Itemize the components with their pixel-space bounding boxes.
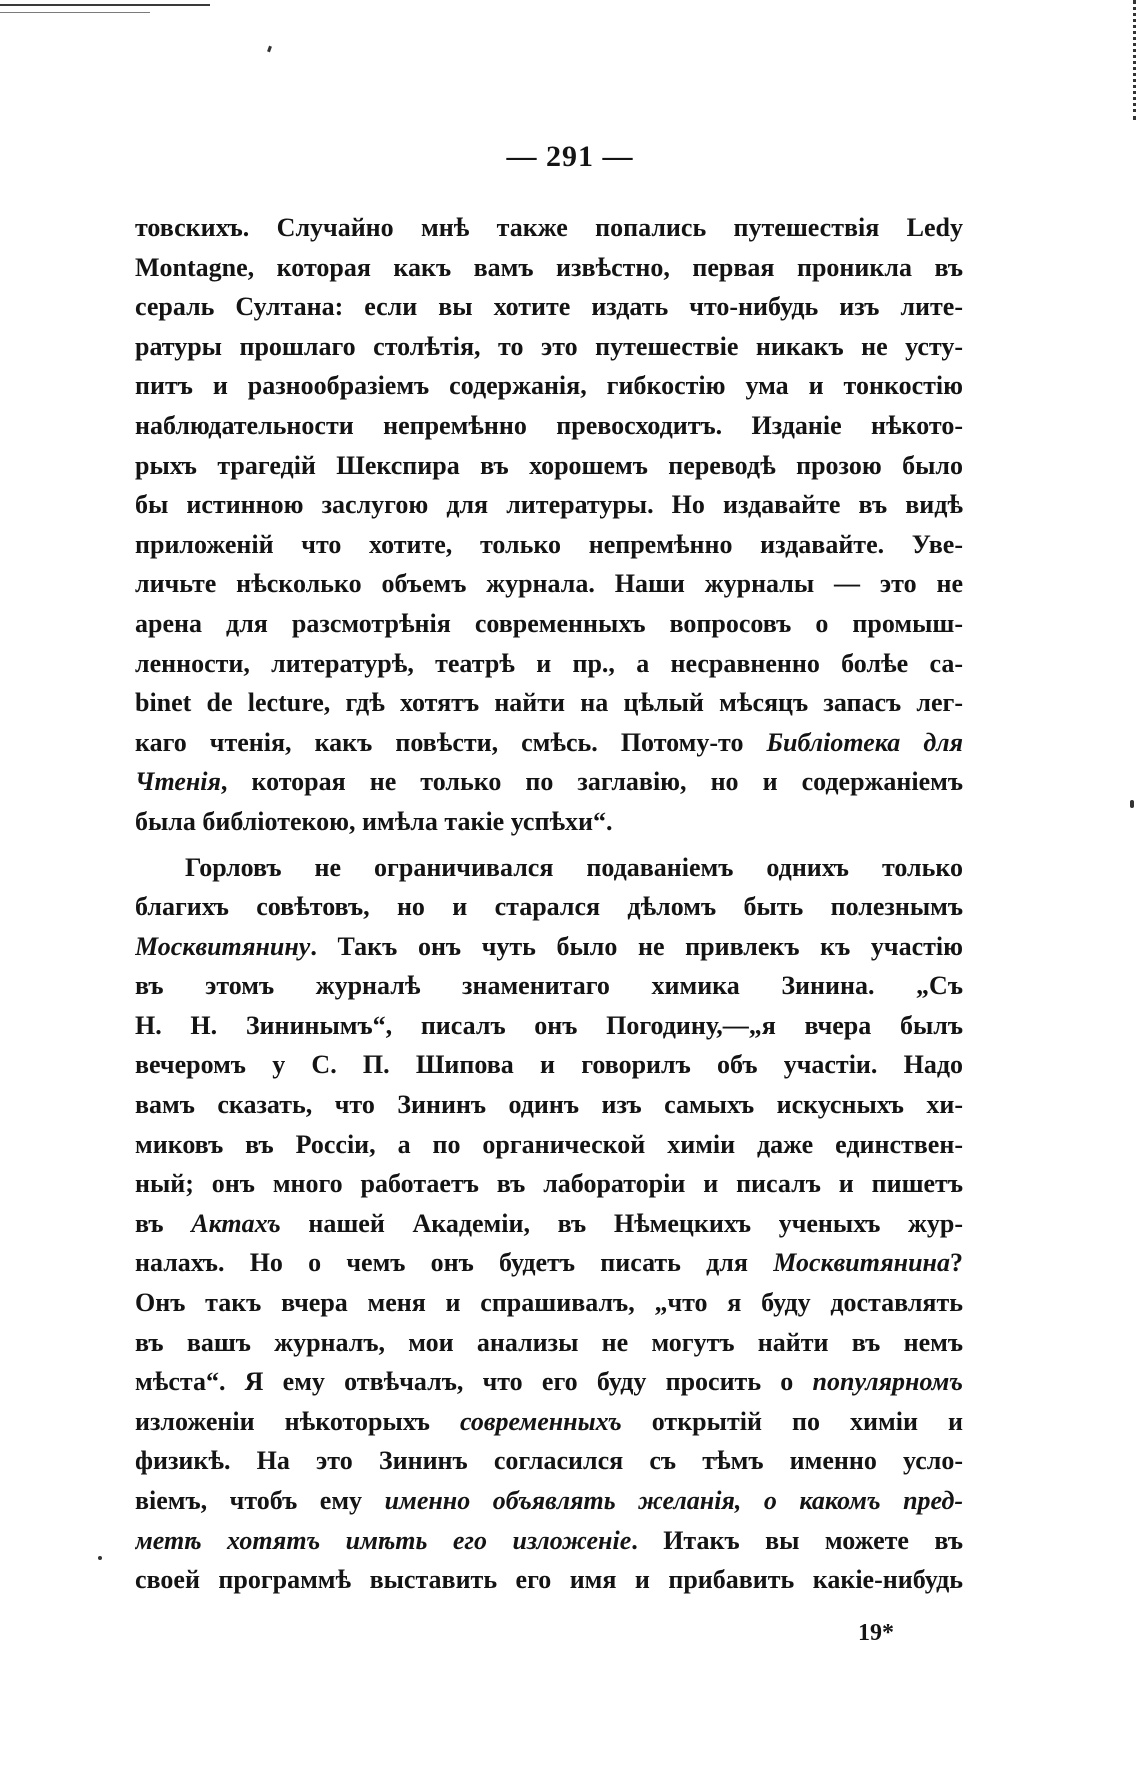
text-line: Н. Н. Зининымъ“, писалъ онъ Погодину,—„я вчера былъ [135, 1010, 963, 1040]
body-text [135, 208, 963, 1600]
text-line: бы истинною заслугою для литературы. Но издавайте въ видѣ [135, 490, 963, 520]
text-line: была библіотекою, имѣла такіе успѣхи“. [135, 806, 613, 836]
text-line: Горловъ не ограничивался подаваніемъ однихъ только [185, 852, 963, 882]
text-line: метѣ хотятъ имѣть его изложеніе. Итакъ вы можете въ [135, 1525, 963, 1555]
text-line: Чтенія, которая не только по заглавію, но и содержаніемъ [135, 767, 963, 797]
text-line: въ Актахъ нашей Академіи, въ Нѣмецкихъ ученыхъ жур- [135, 1208, 963, 1238]
text-line: мѣста“. Я ему отвѣчалъ, что его буду просить о популярномъ [135, 1367, 963, 1397]
text-line: ратуры прошлаго столѣтія, то это путешествіе никакъ не усту- [135, 331, 963, 361]
text-line: благихъ совѣтовъ, но и старался дѣломъ быть полезнымъ [135, 892, 963, 922]
printer-signature: 19* [858, 1620, 894, 1646]
text-line: вечеромъ у С. П. Шипова и говорилъ объ участіи. Надо [135, 1050, 963, 1080]
text-line: приложеній что хотите, только непремѣнно издавайте. Уве- [135, 529, 963, 559]
text-line: Москвитянину. Такъ онъ чуть было не привлекъ къ участію [135, 931, 963, 961]
text-line: віемъ, чтобъ ему именно объявлять желанія, о какомъ пред- [135, 1486, 963, 1515]
text-line: binet de lecture, гдѣ хотятъ найти на цѣлый мѣсяцъ запасъ лег- [135, 688, 963, 718]
text-line: въ этомъ журналѣ знаменитаго химика Зинина. „Съ [135, 971, 963, 1001]
text-line: ный; онъ много работаетъ въ лабораторіи и писалъ и пишетъ [135, 1169, 963, 1199]
text-line: изложеніи нѣкоторыхъ современныхъ открытій по химіи и [135, 1406, 963, 1436]
text-line: ленности, литературѣ, театрѣ и пр., а несравненно болѣе са- [135, 648, 963, 678]
text-line: арена для разсмотрѣнія современныхъ вопросовъ о промыш- [135, 608, 963, 638]
text-line: въ вашъ журналъ, мои анализы не могутъ найти въ немъ [135, 1327, 963, 1357]
text-line: каго чтенія, какъ повѣсти, смѣсь. Потому-то Библіотека для [135, 727, 963, 757]
text-line: физикѣ. На это Зининъ согласился съ тѣмъ именно усло- [135, 1446, 963, 1476]
text-line: налахъ. Но о чемъ онъ будетъ писать для Москвитянина? [135, 1248, 963, 1278]
text-line: товскихъ. Случайно мнѣ также попались путешествія Ledy [135, 213, 963, 242]
top-rule [0, 4, 210, 6]
scan-edge-marks [1123, 0, 1136, 120]
text-line: Montagne, которая какъ вамъ извѣстно, первая проникла въ [135, 252, 963, 282]
stray-ink-mark [267, 46, 272, 53]
text-line: вамъ сказать, что Зининъ одинъ изъ самыхъ искусныхъ хи- [135, 1090, 963, 1120]
text-line: Онъ такъ вчера меня и спрашивалъ, „что я буду доставлять [135, 1288, 963, 1318]
page-number: — 291 — [506, 140, 634, 173]
text-line: своей программѣ выставить его имя и прибавить какіе-нибудь [135, 1565, 963, 1595]
text-line: сераль Султана: если вы хотите издать что-нибудь изъ лите- [135, 292, 963, 322]
text-line: питъ и разнообразіемъ содержанія, гибкостію ума и тонкостію [135, 371, 963, 401]
stray-ink-dot-left [98, 1556, 102, 1560]
text-line: личьте нѣсколько объемъ журнала. Наши журналы — это не [135, 569, 963, 599]
top-rule-secondary [0, 12, 150, 13]
text-line: наблюдательности непремѣнно превосходитъ. Изданіе нѣкото- [135, 410, 963, 440]
text-line: рыхъ трагедій Шекспира въ хорошемъ переводѣ прозою было [135, 450, 963, 480]
text-line: миковъ въ Россіи, а по органической химіи даже единствен- [135, 1129, 963, 1159]
stray-ink-dot-right [1130, 800, 1134, 808]
